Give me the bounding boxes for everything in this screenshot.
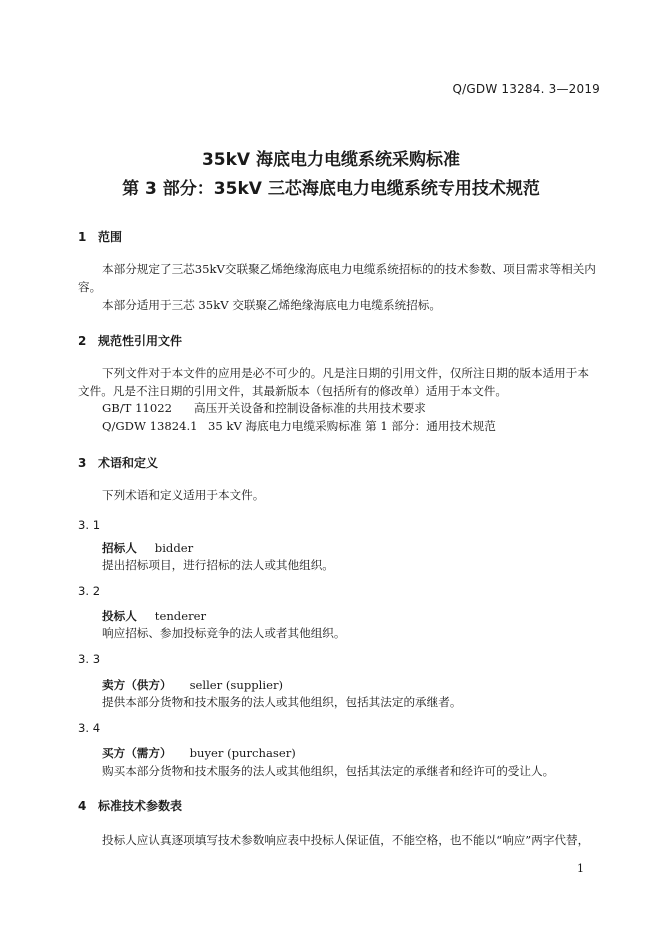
section-number: 3	[78, 456, 87, 470]
reference-item	[102, 400, 426, 416]
section-1-paragraph-1: 本部分规定了三芯35kV交联聚乙烯绝缘海底电力电缆系统招标的的技术参数、项目需求等相关内容。	[78, 262, 596, 294]
section-number: 2	[78, 334, 87, 348]
document-title-line2: 第 3 部分：35kV 三芯海底电力电缆系统专用技术规范	[122, 179, 540, 199]
term-english: bidder	[154, 541, 194, 555]
term-chinese: 招标人	[102, 541, 137, 555]
term-entry	[102, 677, 283, 693]
term-chinese: 投标人	[102, 609, 137, 623]
section-2-paragraph-1: 下列文件对于本文件的应用是必不可少的。凡是注日期的引用文件，仅所注日期的版本适用于本文件。凡是不注日期的引用文件，其最新版本（包括所有的修改单）适用于本文件。	[78, 366, 589, 398]
reference-item	[102, 418, 496, 434]
term-english: tenderer	[154, 609, 207, 623]
term-definition: 购买本部分货物和技术服务的法人或其他组织，包括其法定的承继者和经许可的受让人。	[102, 764, 555, 778]
term-entry	[102, 745, 296, 761]
term-number: 3. 1	[78, 518, 101, 532]
term-english: seller (supplier)	[189, 678, 284, 692]
term-definition: 响应招标、参加投标竞争的法人或者其他组织。	[102, 626, 346, 640]
term-chinese: 买方（需方）	[102, 746, 172, 760]
section-title: 标准技术参数表	[98, 799, 183, 813]
section-2-heading	[78, 332, 182, 349]
page-number: 1	[577, 862, 584, 875]
term-entry	[102, 608, 206, 624]
term-definition: 提供本部分货物和技术服务的法人或其他组织，包括其法定的承继者。	[102, 695, 462, 709]
standard-number: Q/GDW 13284. 3—2019	[452, 82, 600, 96]
term-entry	[102, 540, 193, 556]
section-title: 范围	[98, 230, 123, 244]
section-number: 4	[78, 799, 87, 813]
term-number: 3. 4	[78, 721, 101, 735]
reference-code: Q/GDW 13824.1	[102, 419, 198, 433]
reference-title: 高压开关设备和控制设备标准的共用技术要求	[194, 401, 426, 415]
section-1-paragraph-2: 本部分适用于三芯 35kV 交联聚乙烯绝缘海底电力电缆系统招标。	[102, 298, 441, 312]
term-definition: 提出招标项目，进行招标的法人或其他组织。	[102, 558, 334, 572]
section-3-heading	[78, 454, 158, 471]
reference-title: 35 kV 海底电力电缆采购标准 第 1 部分：通用技术规范	[208, 419, 496, 433]
term-chinese: 卖方（供方）	[102, 678, 172, 692]
document-title-line1: 35kV 海底电力电缆系统采购标准	[201, 150, 461, 170]
term-english: buyer (purchaser)	[189, 746, 296, 760]
section-1-heading	[78, 228, 122, 245]
section-4-heading	[78, 797, 182, 814]
reference-code: GB/T 11022	[102, 401, 172, 415]
section-title: 规范性引用文件	[98, 334, 183, 348]
term-number: 3. 2	[78, 584, 101, 598]
section-number: 1	[78, 230, 87, 244]
section-title: 术语和定义	[98, 456, 159, 470]
term-number: 3. 3	[78, 652, 101, 666]
section-3-intro: 下列术语和定义适用于本文件。	[102, 488, 265, 502]
section-4-paragraph-1: 投标人应认真逐项填写技术参数响应表中投标人保证值，不能空格，也不能以“响应”两字代替，	[102, 833, 590, 847]
